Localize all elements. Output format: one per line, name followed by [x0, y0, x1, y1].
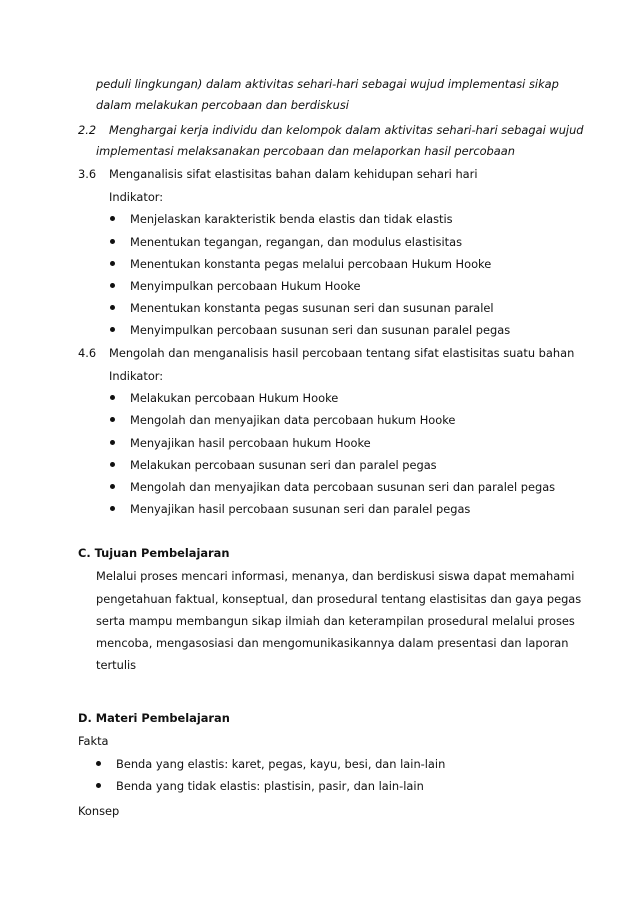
fakta-item-2: Benda yang tidak elastis: plastisin, pasir, dan lain-lain [116, 779, 424, 793]
kd46-number: 4.6 [78, 346, 97, 360]
kd36-number: 3.6 [78, 167, 97, 181]
bullet-icon [110, 283, 115, 288]
bullet-icon [110, 216, 115, 221]
kd36-item-3: Menentukan konstanta pegas melalui percobaan Hukum Hooke [130, 257, 492, 271]
bullet-icon [96, 783, 101, 788]
kd46-item-3: Menyajikan hasil percobaan hukum Hooke [130, 436, 371, 450]
kd22-number: 2.2 [78, 123, 97, 137]
bullet-icon [110, 239, 115, 244]
kd46-item-4: Melakukan percobaan susunan seri dan paralel pegas [130, 458, 437, 472]
bullet-icon [110, 395, 115, 400]
tujuan-line-1: Melalui proses mencari informasi, menanya, dan berdiskusi siswa dapat memahami [96, 569, 575, 583]
bullet-icon [110, 327, 115, 332]
tujuan-line-3: serta mampu membangun sikap ilmiah dan keterampilan prosedural melalui proses [96, 614, 575, 628]
fakta-label: Fakta [78, 734, 109, 748]
kd36-item-4: Menyimpulkan percobaan Hukum Hooke [130, 279, 361, 293]
kd36-item-5: Menentukan konstanta pegas susunan seri dan susunan paralel [130, 301, 494, 315]
kd46-indikator: Indikator: [109, 369, 164, 383]
kd36-item-6: Menyimpulkan percobaan susunan seri dan susunan paralel pegas [130, 323, 511, 337]
kd46-item-2: Mengolah dan menyajikan data percobaan hukum Hooke [130, 413, 456, 427]
kd36-indikator: Indikator: [109, 190, 164, 204]
bullet-icon [110, 462, 115, 467]
materi-heading: D. Materi Pembelajaran [78, 711, 230, 725]
bullet-icon [110, 440, 115, 445]
intro-line-2: dalam melakukan percobaan dan berdiskusi [96, 98, 349, 112]
kd36-item-1: Menjelaskan karakteristik benda elastis dan tidak elastis [130, 212, 453, 226]
tujuan-heading: C. Tujuan Pembelajaran [78, 546, 230, 560]
kd46-item-1: Melakukan percobaan Hukum Hooke [130, 391, 339, 405]
tujuan-line-2: pengetahuan faktual, konseptual, dan prosedural tentang elastisitas dan gaya pegas [96, 592, 582, 606]
bullet-icon [110, 417, 115, 422]
fakta-item-1: Benda yang elastis: karet, pegas, kayu, besi, dan lain-lain [116, 757, 446, 771]
kd36-item-2: Menentukan tegangan, regangan, dan modulus elastisitas [130, 235, 463, 249]
bullet-icon [110, 305, 115, 310]
kd46-text: Mengolah dan menganalisis hasil percobaan tentang sifat elastisitas suatu bahan [109, 346, 575, 360]
kd36-text: Menganalisis sifat elastisitas bahan dalam kehidupan sehari hari [109, 167, 478, 181]
kd46-item-5: Mengolah dan menyajikan data percobaan susunan seri dan paralel pegas [130, 480, 556, 494]
konsep-label: Konsep [78, 804, 120, 818]
tujuan-line-4: mencoba, mengasosiasi dan mengomunikasikannya dalam presentasi dan laporan [96, 636, 569, 650]
bullet-icon [110, 261, 115, 266]
intro-line-1: peduli lingkungan) dalam aktivitas sehari-hari sebagai wujud implementasi sikap [96, 77, 559, 91]
kd46-item-6: Menyajikan hasil percobaan susunan seri dan paralel pegas [130, 502, 471, 516]
bullet-icon [110, 506, 115, 511]
bullet-icon [110, 484, 115, 489]
bullet-icon [96, 761, 101, 766]
kd22-line-2: implementasi melaksanakan percobaan dan melaporkan hasil percobaan [96, 144, 515, 158]
kd22-line-1: Menghargai kerja individu dan kelompok dalam aktivitas sehari-hari sebagai wujud [109, 123, 584, 137]
tujuan-line-5: tertulis [96, 658, 137, 672]
